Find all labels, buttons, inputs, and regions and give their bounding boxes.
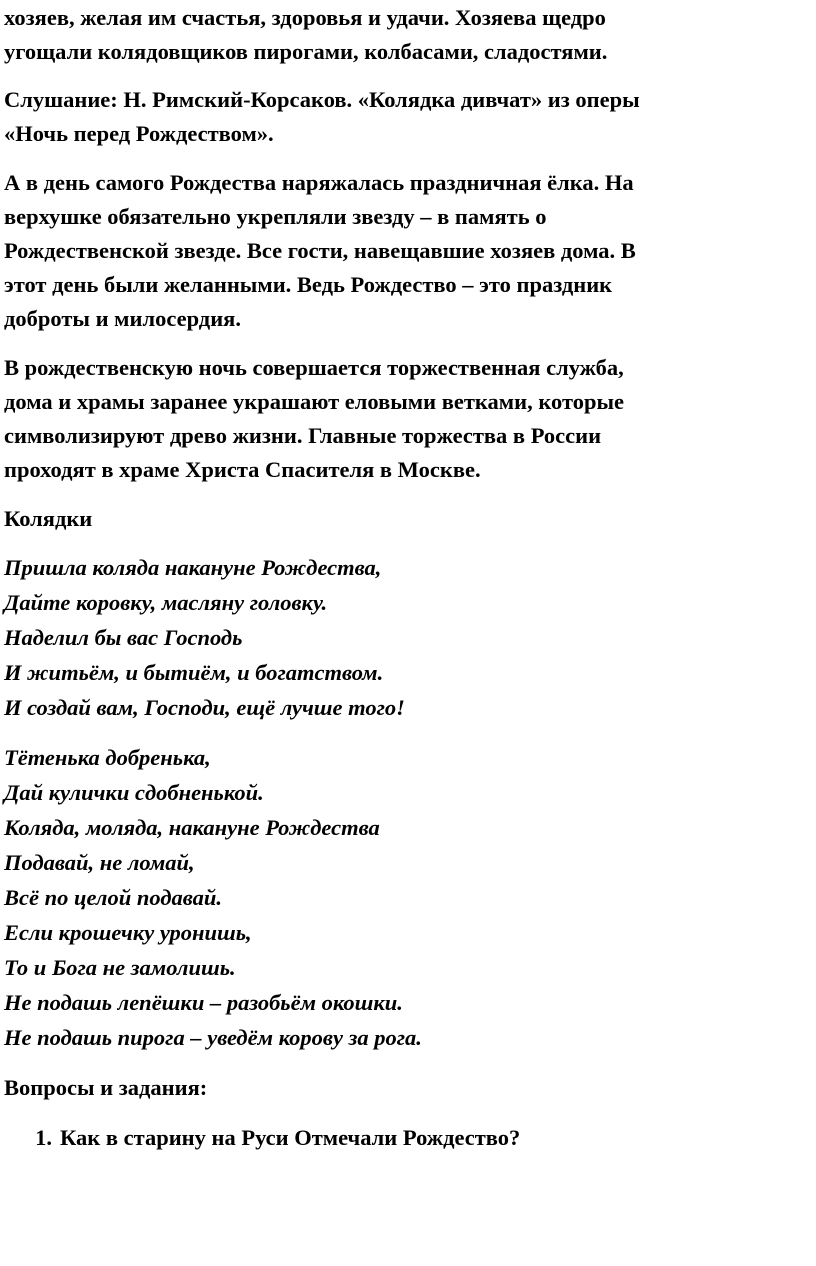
text-line: угощали колядовщиков пирогами, колбасами, сладостями.	[4, 39, 608, 64]
text-line: доброты и милосердия.	[4, 306, 241, 331]
text-line: верхушке обязательно укрепляли звезду – в память о	[4, 204, 547, 229]
christmas-night-paragraph	[4, 351, 810, 487]
carol-1	[4, 550, 810, 725]
text-line: «Ночь перед Рождеством».	[4, 121, 274, 146]
poem-line: Всё по целой подавай.	[4, 885, 223, 910]
poem-line: Дай кулички сдобненькой.	[4, 780, 264, 805]
poem-line: Коляда, моляда, накануне Рождества	[4, 815, 380, 840]
text-line: Рождественской звезде. Все гости, навещавшие хозяев дома. В	[4, 238, 636, 263]
poem-line: Пришла коляда накануне Рождества,	[4, 555, 382, 580]
poem-line: Дайте коровку, масляну головку.	[4, 590, 328, 615]
text-line: А в день самого Рождества наряжалась праздничная ёлка. На	[4, 170, 634, 195]
questions-list	[4, 1121, 810, 1155]
carol-2	[4, 740, 810, 1055]
text-line: Слушание: Н. Римский-Корсаков. «Колядка дивчат» из оперы	[4, 87, 640, 112]
poem-line: И создай вам, Господи, ещё лучше того!	[4, 695, 405, 720]
poem-line: Не подашь лепёшки – разобьём окошки.	[4, 990, 403, 1015]
text-line: проходят в храме Христа Спасителя в Москве.	[4, 457, 481, 482]
list-item	[4, 1121, 810, 1155]
poem-line: Тётенька добренька,	[4, 745, 211, 770]
text-line: этот день были желанными. Ведь Рождество – это праздник	[4, 272, 613, 297]
poem-line: Если крошечку уронишь,	[4, 920, 252, 945]
list-item-text: Как в старину на Руси Отмечали Рождество?	[60, 1125, 521, 1150]
document-page	[4, 0, 810, 1155]
text-line: хозяев, желая им счастья, здоровья и удачи. Хозяева щедро	[4, 5, 606, 30]
carols-heading: Колядки	[4, 506, 93, 531]
poem-line: Наделил бы вас Господь	[4, 625, 243, 650]
text-line: дома и храмы заранее украшают еловыми ветками, которые	[4, 389, 625, 414]
intro-paragraph	[4, 1, 810, 69]
poem-line: То и Бога не замолишь.	[4, 955, 236, 980]
poem-line: Подавай, не ломай,	[4, 850, 195, 875]
questions-heading: Вопросы и задания:	[4, 1075, 208, 1100]
christmas-day-paragraph	[4, 166, 810, 336]
poem-line: Не подашь пирога – уведём корову за рога.	[4, 1025, 422, 1050]
poem-line: И житьём, и бытиём, и богатством.	[4, 660, 384, 685]
text-line: В рождественскую ночь совершается торжественная служба,	[4, 355, 624, 380]
text-line: символизируют древо жизни. Главные торжества в России	[4, 423, 602, 448]
list-item-number: 1.	[35, 1125, 52, 1150]
listening-paragraph	[4, 83, 810, 151]
